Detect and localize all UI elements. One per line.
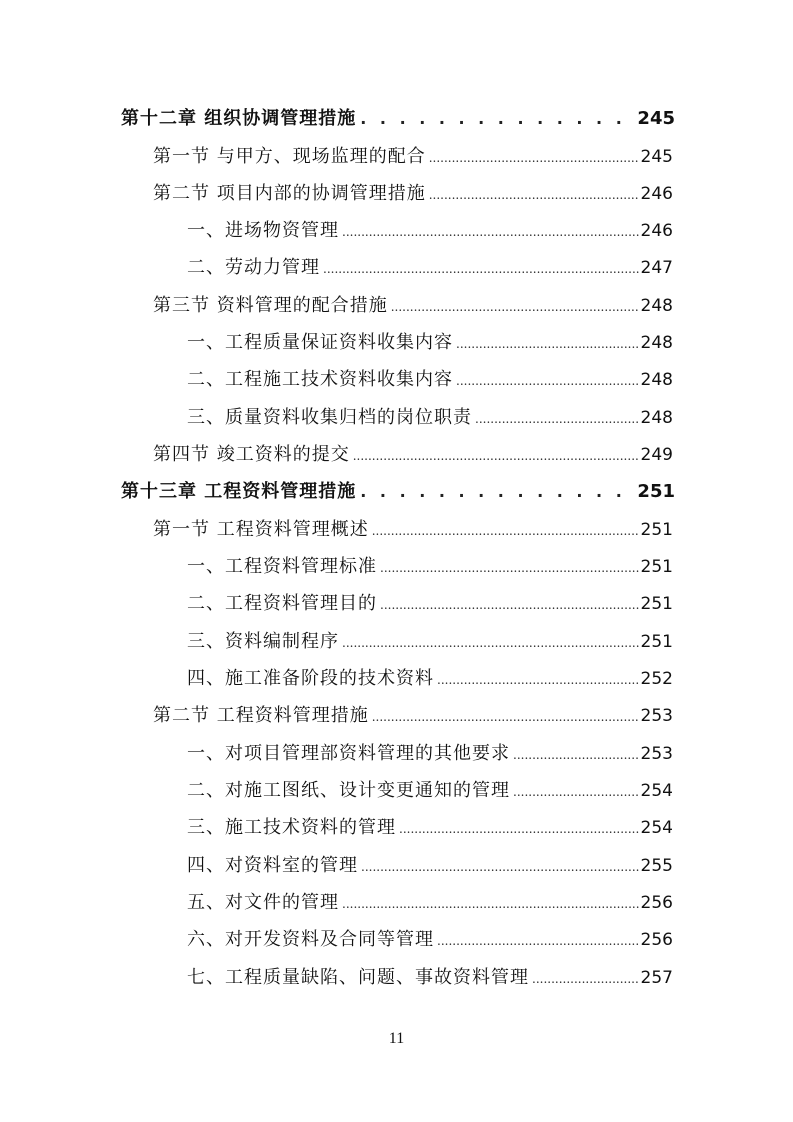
dot-leader bbox=[360, 104, 635, 134]
toc-entry-page: 251 bbox=[640, 594, 673, 614]
toc-entry-page: 248 bbox=[640, 370, 673, 390]
toc-subsection-entry[interactable] bbox=[187, 216, 673, 246]
toc-subsection-entry[interactable] bbox=[187, 552, 673, 582]
toc-entry-title: 第三节 资料管理的配合措施 bbox=[153, 295, 388, 316]
toc-section-entry[interactable] bbox=[153, 440, 673, 470]
dot-leader bbox=[380, 553, 639, 583]
toc-entry-page: 254 bbox=[640, 818, 673, 838]
toc-section-entry[interactable] bbox=[153, 515, 673, 545]
toc-entry-title: 四、施工准备阶段的技术资料 bbox=[187, 668, 434, 689]
toc-subsection-entry[interactable] bbox=[187, 963, 673, 993]
toc-entry-page: 254 bbox=[640, 781, 673, 801]
toc-entry-title: 第二节 工程资料管理措施 bbox=[153, 705, 369, 726]
toc-entry-page: 248 bbox=[640, 296, 673, 316]
toc-entry-page: 251 bbox=[640, 557, 673, 577]
toc-entry-title: 第十三章 工程资料管理措施 bbox=[121, 481, 357, 502]
toc-entry-title: 第四节 竣工资料的提交 bbox=[153, 444, 350, 465]
toc-entry-title: 一、进场物资管理 bbox=[187, 220, 339, 241]
toc-entry-title: 二、工程资料管理目的 bbox=[187, 593, 377, 614]
dot-leader bbox=[456, 329, 639, 359]
toc-entry-title: 第一节 工程资料管理概述 bbox=[153, 519, 369, 540]
toc-entry-page: 245 bbox=[640, 147, 673, 167]
toc-entry-title: 四、对资料室的管理 bbox=[187, 855, 358, 876]
toc-subsection-entry[interactable] bbox=[187, 925, 673, 955]
toc-entry-title: 三、施工技术资料的管理 bbox=[187, 817, 396, 838]
toc-subsection-entry[interactable] bbox=[187, 328, 673, 358]
toc-entry-page: 251 bbox=[640, 632, 673, 652]
toc-section-entry[interactable] bbox=[153, 291, 673, 321]
dot-leader bbox=[513, 777, 639, 807]
toc-entry-page: 253 bbox=[640, 744, 673, 764]
dot-leader bbox=[437, 665, 639, 695]
toc-subsection-entry[interactable] bbox=[187, 776, 673, 806]
toc-subsection-entry[interactable] bbox=[187, 253, 673, 283]
toc-entry-page: 252 bbox=[640, 669, 673, 689]
toc-section-entry[interactable] bbox=[153, 179, 673, 209]
toc-entry-page: 248 bbox=[640, 333, 673, 353]
dot-leader bbox=[323, 254, 639, 284]
dot-leader bbox=[372, 702, 639, 732]
toc-entry-page: 245 bbox=[637, 108, 675, 129]
dot-leader bbox=[456, 366, 639, 396]
dot-leader bbox=[372, 516, 639, 546]
dot-leader bbox=[361, 852, 639, 882]
toc-entry-title: 五、对文件的管理 bbox=[187, 892, 339, 913]
toc-entry-title: 二、对施工图纸、设计变更通知的管理 bbox=[187, 780, 510, 801]
toc-chapter-entry[interactable] bbox=[121, 477, 675, 507]
toc-section-entry[interactable] bbox=[153, 142, 673, 172]
dot-leader bbox=[353, 441, 639, 471]
dot-leader bbox=[475, 404, 639, 434]
toc-subsection-entry[interactable] bbox=[187, 851, 673, 881]
page-number: 11 bbox=[388, 1030, 405, 1047]
dot-leader bbox=[532, 964, 639, 994]
dot-leader bbox=[342, 217, 639, 247]
dot-leader bbox=[399, 814, 639, 844]
toc-entry-title: 七、工程质量缺陷、问题、事故资料管理 bbox=[187, 967, 529, 988]
toc-entry-title: 一、工程质量保证资料收集内容 bbox=[187, 332, 453, 353]
toc-entry-page: 256 bbox=[640, 893, 673, 913]
toc-entry-page: 249 bbox=[640, 445, 673, 465]
dot-leader bbox=[437, 926, 639, 956]
toc-entry-title: 一、工程资料管理标准 bbox=[187, 556, 377, 577]
dot-leader bbox=[380, 590, 639, 620]
toc-subsection-entry[interactable] bbox=[187, 739, 673, 769]
toc-entry-title: 第二节 项目内部的协调管理措施 bbox=[153, 183, 426, 204]
toc-entry-title: 三、资料编制程序 bbox=[187, 631, 339, 652]
toc-subsection-entry[interactable] bbox=[187, 813, 673, 843]
toc-subsection-entry[interactable] bbox=[187, 627, 673, 657]
toc-entry-page: 248 bbox=[640, 408, 673, 428]
dot-leader bbox=[513, 740, 639, 770]
toc-entry-page: 251 bbox=[637, 481, 675, 502]
toc-entry-page: 246 bbox=[640, 221, 673, 241]
toc-entry-title: 第一节 与甲方、现场监理的配合 bbox=[153, 146, 426, 167]
toc-entry-page: 256 bbox=[640, 930, 673, 950]
toc-entry-page: 247 bbox=[640, 258, 673, 278]
toc-entry-title: 三、质量资料收集归档的岗位职责 bbox=[187, 407, 472, 428]
toc-entry-title: 二、工程施工技术资料收集内容 bbox=[187, 369, 453, 390]
toc-entry-page: 255 bbox=[640, 856, 673, 876]
toc-entry-page: 246 bbox=[640, 184, 673, 204]
toc-subsection-entry[interactable] bbox=[187, 589, 673, 619]
toc-subsection-entry[interactable] bbox=[187, 403, 673, 433]
toc-entry-page: 253 bbox=[640, 706, 673, 726]
toc-subsection-entry[interactable] bbox=[187, 888, 673, 918]
dot-leader bbox=[429, 143, 639, 173]
toc-entry-title: 六、对开发资料及合同等管理 bbox=[187, 929, 434, 950]
toc-entry-title: 一、对项目管理部资料管理的其他要求 bbox=[187, 743, 510, 764]
toc-entry-title: 第十二章 组织协调管理措施 bbox=[121, 108, 357, 129]
toc-entry-page: 251 bbox=[640, 520, 673, 540]
toc-section-entry[interactable] bbox=[153, 701, 673, 731]
dot-leader bbox=[360, 477, 635, 507]
toc-subsection-entry[interactable] bbox=[187, 664, 673, 694]
toc-entry-page: 257 bbox=[640, 968, 673, 988]
dot-leader bbox=[429, 180, 639, 210]
toc-entry-title: 二、劳动力管理 bbox=[187, 257, 320, 278]
dot-leader bbox=[342, 889, 639, 919]
toc-subsection-entry[interactable] bbox=[187, 365, 673, 395]
toc-chapter-entry[interactable] bbox=[121, 104, 675, 134]
dot-leader bbox=[342, 628, 639, 658]
dot-leader bbox=[391, 292, 639, 322]
